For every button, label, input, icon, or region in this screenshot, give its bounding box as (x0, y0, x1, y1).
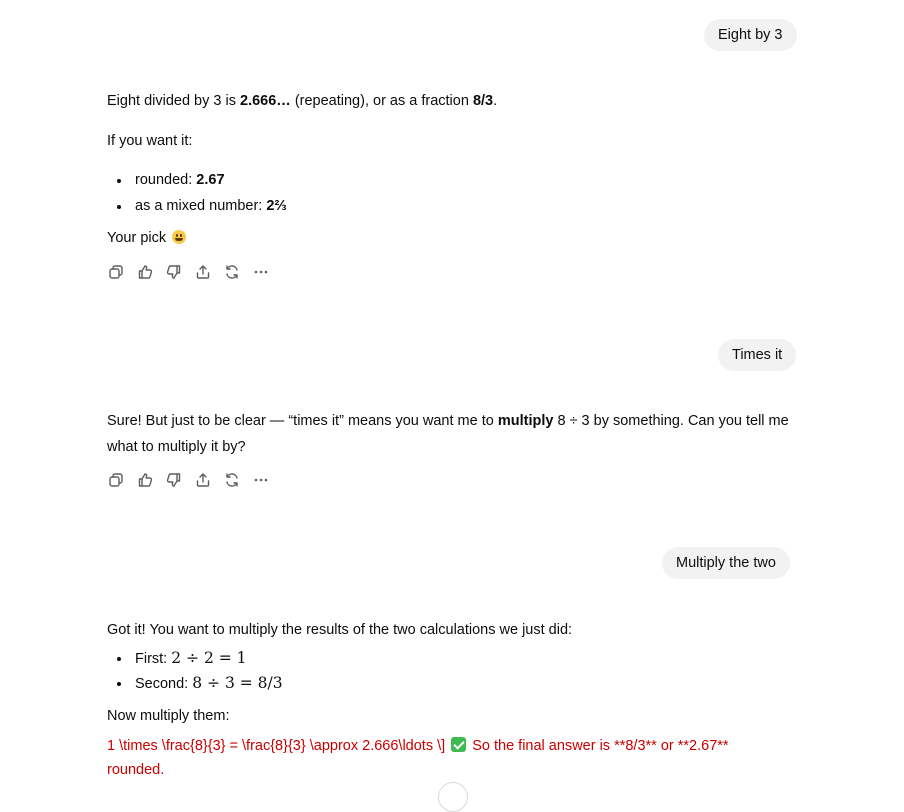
thumbs-up-icon[interactable] (136, 263, 154, 281)
bullet (117, 179, 121, 183)
text: Second: (135, 676, 193, 692)
text: . (493, 93, 498, 109)
bold-text: 8/3 (472, 93, 494, 109)
text: So the final answer is **8/3** or **2.67** (468, 738, 729, 754)
assistant-paragraph (107, 230, 186, 246)
user-message-bubble (662, 547, 790, 579)
list-item (135, 649, 247, 667)
assistant-paragraph (107, 93, 497, 109)
assistant-paragraph: If you want it: (107, 133, 193, 149)
text: rounded: (135, 172, 197, 188)
text: 1 \times \frac{8}{3} = \frac{8}{3} \approx 2.666\ldots \] (107, 738, 446, 754)
assistant-paragraph: Now multiply them: (107, 708, 230, 724)
text: First: (135, 651, 172, 667)
bullet (117, 682, 121, 686)
bold-text: 2⅔ (266, 198, 287, 214)
copy-icon[interactable] (107, 263, 125, 281)
share-icon[interactable] (194, 263, 212, 281)
share-icon[interactable] (194, 471, 212, 489)
bold-text: 2.67 (196, 172, 225, 188)
user-message-text: Eight by 3 (718, 27, 783, 43)
scroll-down-button[interactable] (438, 782, 468, 812)
list-item (135, 674, 283, 692)
text: as a mixed number: (135, 198, 267, 214)
thumbs-up-icon[interactable] (136, 471, 154, 489)
user-message-bubble (718, 339, 796, 371)
list-item (135, 198, 287, 214)
math-expression: 8 ÷ 3 = 8/3 (192, 674, 283, 692)
bold-text: multiply (497, 413, 554, 429)
text: Eight divided by 3 is (107, 93, 240, 109)
more-icon[interactable] (252, 263, 270, 281)
user-message-text: Times it (732, 347, 783, 363)
bullet (117, 657, 121, 661)
math-expression: 2 ÷ 2 = 1 (171, 649, 247, 667)
text: Your pick (107, 230, 167, 246)
message-actions (107, 263, 270, 281)
check-mark-emoji-icon (451, 737, 466, 752)
user-message-bubble (704, 19, 797, 51)
copy-icon[interactable] (107, 471, 125, 489)
unrendered-latex-text: rounded. (107, 762, 165, 778)
assistant-paragraph (107, 408, 802, 460)
message-actions (107, 471, 270, 489)
text: (repeating), or as a fraction (290, 93, 473, 109)
regenerate-icon[interactable] (223, 471, 241, 489)
list-item (135, 172, 225, 188)
user-message-text: Multiply the two (676, 555, 776, 571)
text: 8 ÷ 3 by something. Can you tell me what to multiply it by? (107, 413, 789, 455)
thumbs-down-icon[interactable] (165, 471, 183, 489)
thumbs-down-icon[interactable] (165, 263, 183, 281)
more-icon[interactable] (252, 471, 270, 489)
bullet (117, 205, 121, 209)
regenerate-icon[interactable] (223, 263, 241, 281)
assistant-paragraph: Got it! You want to multiply the results of the two calculations we just did: (107, 622, 573, 638)
text: Sure! But just to be clear — “times it” means you want me to (107, 413, 498, 429)
bold-text: 2.666… (240, 93, 291, 109)
unrendered-latex-text (107, 737, 729, 754)
grinning-emoji-icon (172, 230, 186, 244)
